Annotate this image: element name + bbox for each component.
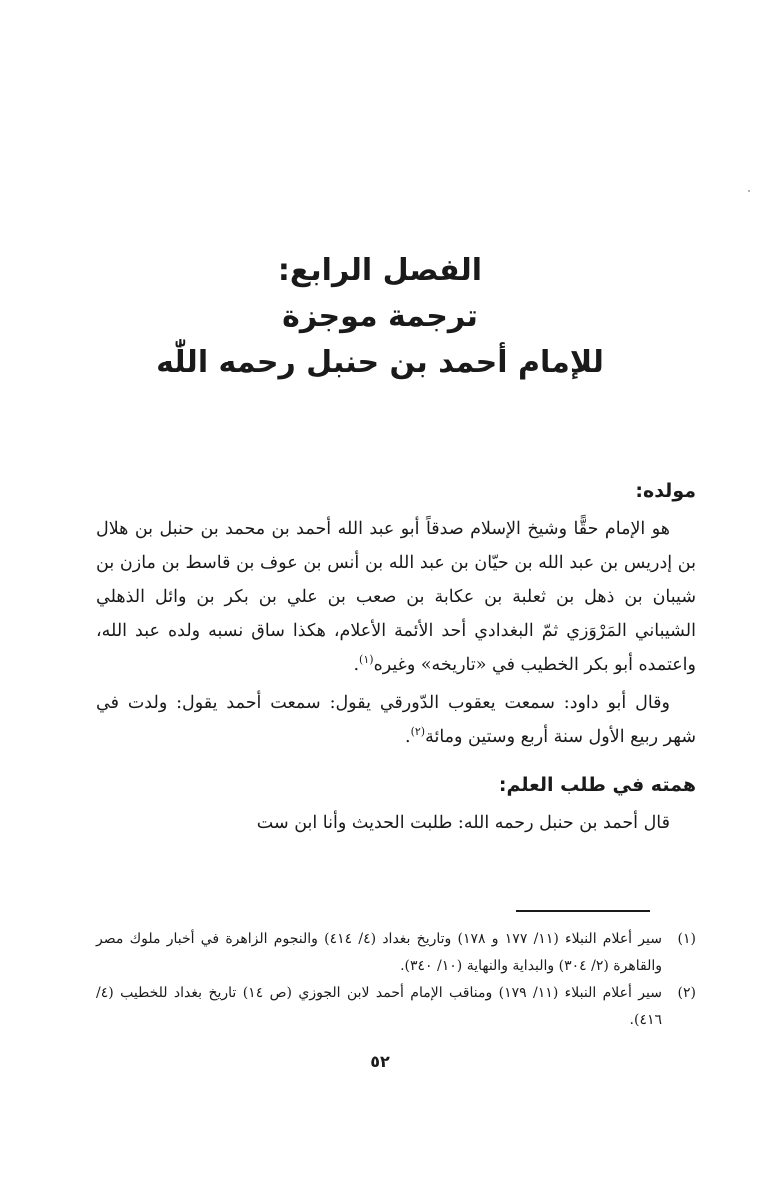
paragraph-knowledge [96,806,696,840]
footnote-2 [96,980,696,1034]
page-number: ٥٢ [370,1052,390,1071]
footnote-text: سير أعلام النبلاء (١١/ ١٧٧ و ١٧٨) وتاريخ بغداد (٤/ ٤١٤) والنجوم الزاهرة في أخبار ملوك مصر والقاهرة (٢/ ٣٠٤) والبداية والنهاية (١٠/ ٣٤٠). [96,931,662,974]
paragraph-text: وقال أبو داود: سمعت يعقوب الدّورقي يقول: سمعت أحمد يقول: ولدت في شهر ربيع الأول سنة أربع وستين ومائة [96,693,696,747]
chapter-title: ترجمة موجزة [282,299,478,334]
footnote-ref-1[interactable]: (١) [359,653,374,667]
paragraph-text: هو الإمام حقًّا وشيخ الإسلام صدقاً أبو عبد الله أحمد بن محمد بن حنبل بن هلال بن إدريس بن عبد الله بن حيّان بن عبد الله بن أنس بن عوف بن قاسط بن مازن بن شيبان بن ذهل بن ثعلبة بن عكابة بن صعب بن علي بن بكر بن وائل الذهلي الشيباني المَرْوَزي ثمّ البغدادي أحد الأئمة الأعلام، هكذا ساق نسبه ولده عبد الله، واعتمده أبو بكر الخطيب في «تاريخه» وغيره [96,519,696,675]
chapter-heading [90,248,670,386]
footnote-separator [516,910,650,912]
main-text [96,476,696,840]
footnote-ref-2[interactable]: (٢) [410,725,426,739]
section-title-knowledge: همته في طلب العلم: [498,774,696,796]
paragraph-birth-date [96,686,696,754]
footnote-1 [96,926,696,980]
chapter-subtitle: للإمام أحمد بن حنبل رحمه اللّٰه [156,345,604,380]
chapter-number: الفصل الرابع: [277,253,483,288]
paragraph-lineage [96,512,696,682]
footnotes [96,926,696,1034]
footnote-number: (١) [677,931,696,947]
paragraph-end: . [404,727,411,747]
paragraph-text: قال أحمد بن حنبل رحمه الله: طلبت الحديث وأنا ابن ست [256,813,670,833]
footnote-text: سير أعلام النبلاء (١١/ ١٧٩) ومناقب الإمام أحمد لابن الجوزي (ص ١٤) تاريخ بغداد للخطيب (٤/ ٤١٦). [96,985,662,1028]
margin-speck [748,190,750,192]
section-title-birth: مولده: [635,480,696,502]
footnote-number: (٢) [677,985,696,1001]
paragraph-end: . [353,655,360,675]
